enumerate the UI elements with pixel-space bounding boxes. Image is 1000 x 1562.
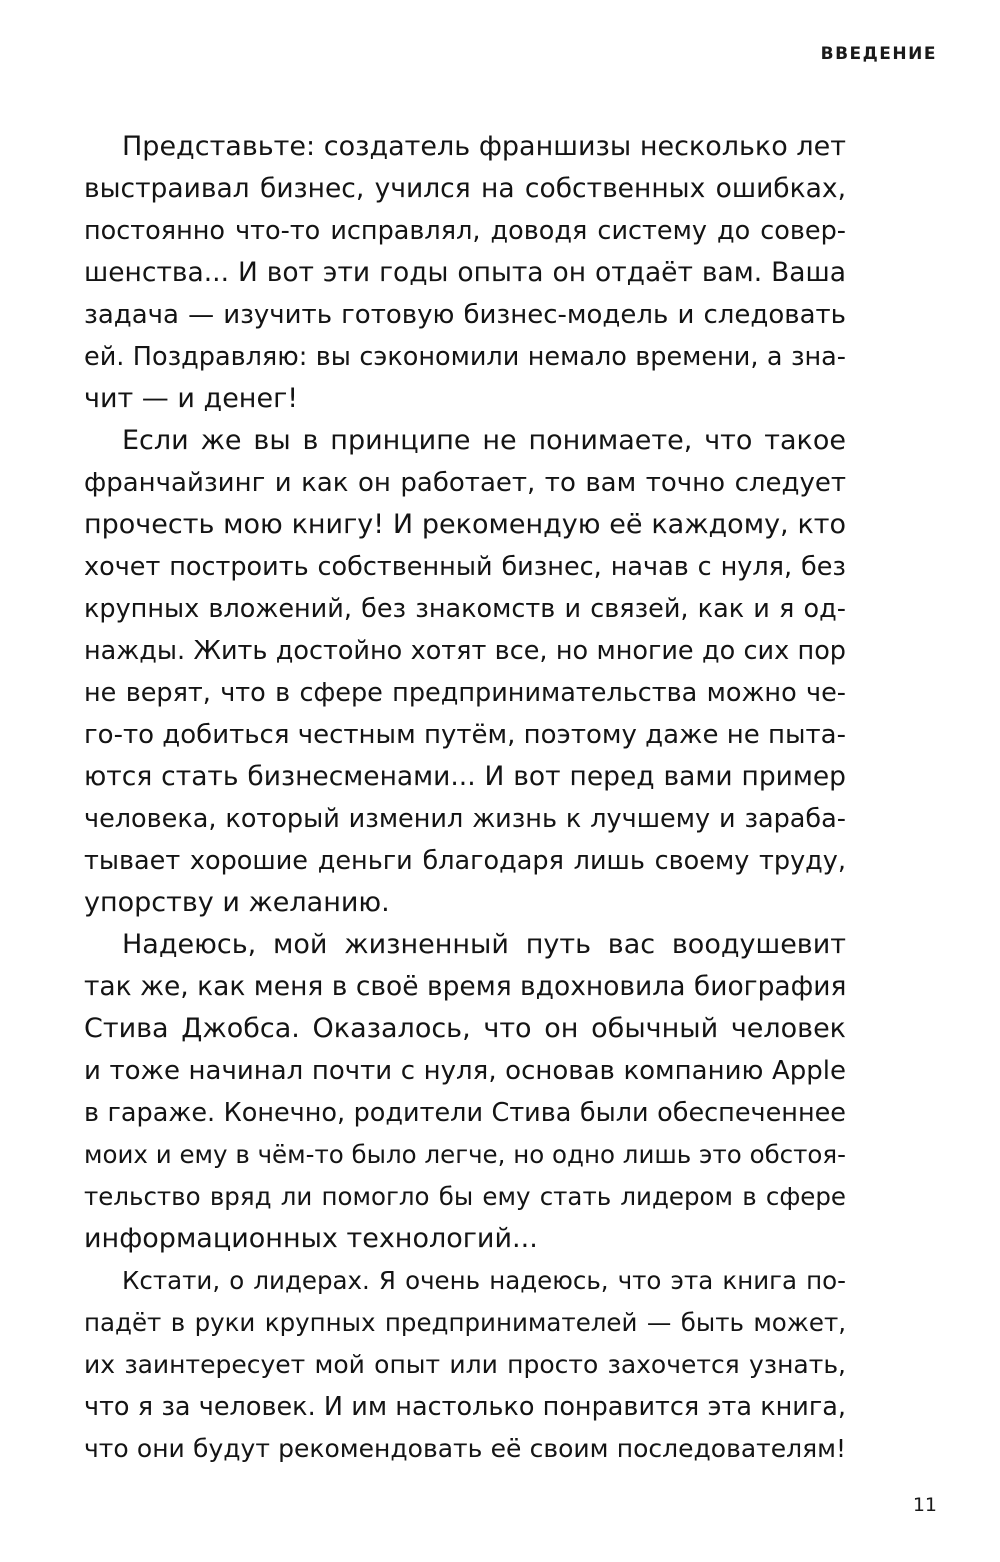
text-line: моих и ему в чём-то было легче, но одно лишь это обстоя- [84,1140,846,1169]
text-line: Надеюсь, мой жизненный путь вас воодушевит [122,929,846,960]
running-head: ВВЕДЕНИЕ [820,44,937,64]
text-line: задача — изучить готовую бизнес-модель и следовать [84,300,846,330]
paragraph-2 [84,420,846,924]
text-line: прочесть мою книгу! И рекомендую её каждому, кто [84,509,846,540]
text-line: что они будут рекомендовать её своим последователям! [84,1434,846,1463]
text-line: информационных технологий... [84,1223,538,1254]
text-line: шенства... И вот эти годы опыта он отдаёт вам. Ваша [84,257,846,288]
text-line: человека, который изменил жизнь к лучшему и зараба- [84,804,846,834]
text-line: крупных вложений, без знакомств и связей, как и я од- [84,594,846,624]
text-line: нажды. Жить достойно хотят все, но многие до сих пор [84,636,846,666]
text-line: чит — и денег! [84,383,299,414]
text-line: Представьте: создатель франшизы несколько лет [122,131,846,162]
text-line: падёт в руки крупных предпринимателей — быть может, [84,1308,846,1337]
paragraph-4 [84,1260,846,1470]
text-line: ются стать бизнесменами... И вот перед вами пример [84,761,846,792]
text-line: тывает хорошие деньги благодаря лишь своему труду, [84,846,846,876]
text-line: го-то добиться честным путём, поэтому даже не пыта- [84,720,846,750]
text-line: постоянно что-то исправлял, доводя систему до совер- [84,216,846,246]
text-line: так же, как меня в своё время вдохновила биография [84,971,847,1002]
text-line: что я за человек. И им настолько понравится эта книга, [84,1392,846,1422]
text-line: в гараже. Конечно, родители Стива были обеспеченнее [84,1098,846,1128]
text-line: хочет построить собственный бизнес, начав с нуля, без [84,552,846,582]
text-line: не верят, что в сфере предпринимательства можно че- [84,678,846,708]
text-line: их заинтересует мой опыт или просто захочется узнать, [84,1350,846,1379]
text-line: Кстати, о лидерах. Я очень надеюсь, что эта книга по- [122,1266,846,1295]
page-body [84,126,846,1470]
paragraph-3 [84,924,846,1260]
text-line: упорству и желанию. [84,887,390,918]
text-line: Если же вы в принципе не понимаете, что такое [122,425,846,456]
paragraph-1 [84,126,846,420]
text-line: и тоже начинал почти с нуля, основав компанию Apple [84,1056,846,1086]
text-line: тельство вряд ли помогло бы ему стать лидером в сфере [84,1182,846,1211]
text-line: франчайзинг и как он работает, то вам точно следует [84,468,846,498]
page-number: 11 [912,1494,937,1516]
text-line: выстраивал бизнес, учился на собственных ошибках, [84,173,846,204]
text-line: Стива Джобса. Оказалось, что он обычный человек [84,1013,846,1044]
text-line: ей. Поздравляю: вы сэкономили немало времени, а зна- [84,342,846,372]
